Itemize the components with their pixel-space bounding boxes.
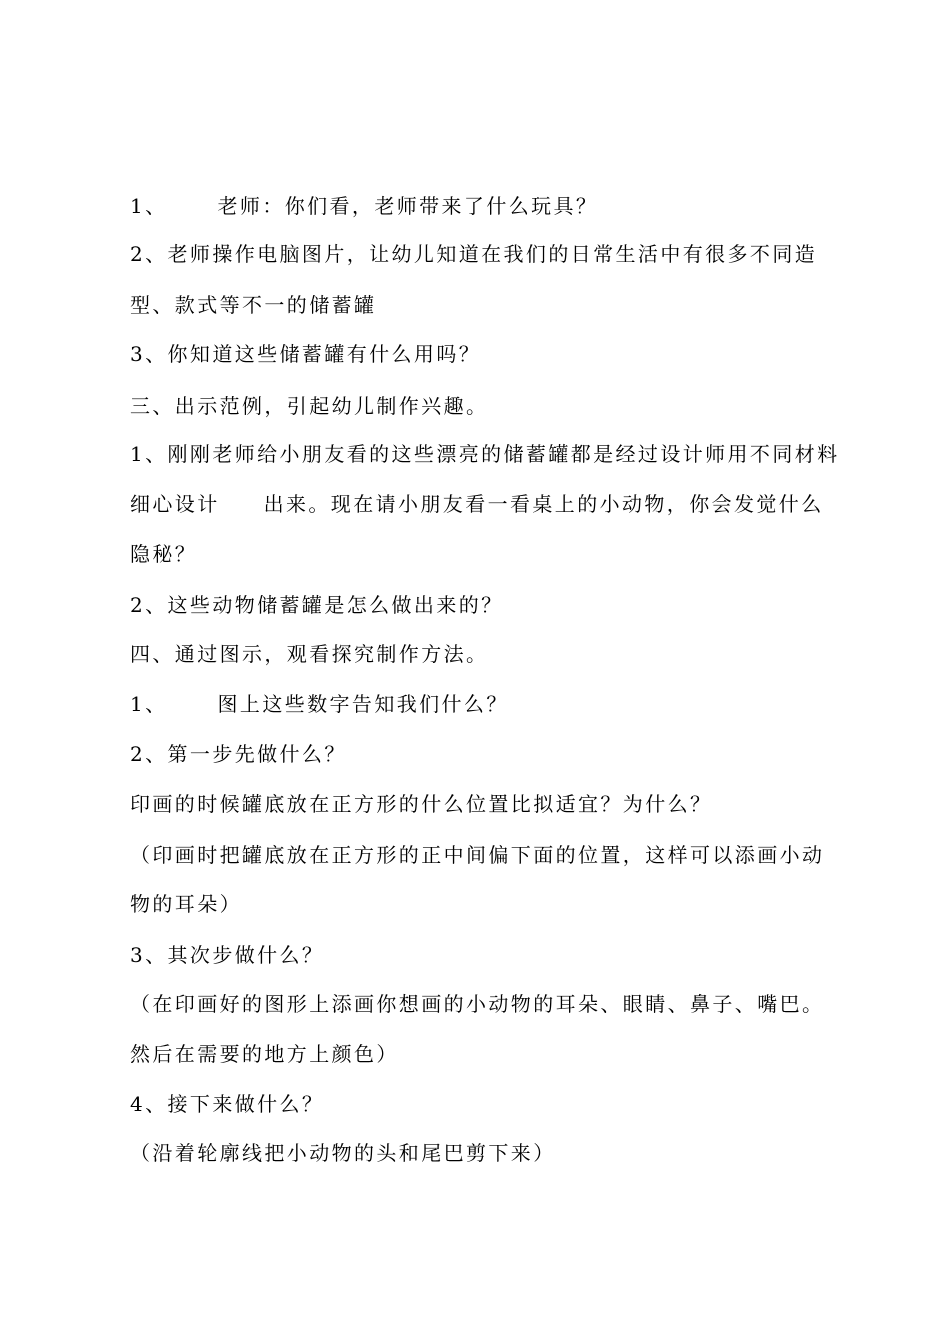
text-line-15: 物的耳朵） (130, 892, 242, 916)
text-line-13: 印画的时候罐底放在正方形的什么位置比拟适宜？为什么？ (130, 792, 713, 816)
text-line-2: 2、老师操作电脑图片，让幼儿知道在我们的日常生活中有很多不同造 (130, 242, 818, 266)
line-7-part-b: 出来。现在请小朋友看一看桌上的小动物，你会发觉什么 (263, 492, 824, 516)
text-line-11 (130, 690, 850, 718)
line-1-number: 1、 (130, 194, 168, 218)
line-1-text: 老师：你们看，老师带来了什么玩具？ (217, 194, 599, 218)
line-11-number: 1、 (130, 692, 168, 716)
text-line-18: 然后在需要的地方上颜色） (130, 1042, 399, 1066)
text-line-1 (130, 192, 850, 220)
text-line-4: 3、你知道这些储蓄罐有什么用吗？ (130, 342, 482, 366)
text-line-20: （沿着轮廓线把小动物的头和尾巴剪下来） (130, 1141, 556, 1165)
text-line-19: 4、接下来做什么？ (130, 1092, 325, 1116)
line-7-part-a: 细心设计 (130, 492, 220, 516)
text-line-6: 1、刚刚老师给小朋友看的这些漂亮的储蓄罐都是经过设计师用不同材料 (130, 442, 840, 466)
line-11-text: 图上这些数字告知我们什么？ (217, 692, 509, 716)
text-line-17: （在印画好的图形上添画你想画的小动物的耳朵、眼睛、鼻子、嘴巴。 (130, 992, 825, 1016)
text-line-3: 型、款式等不一的储蓄罐 (130, 293, 377, 317)
text-line-7 (130, 490, 850, 518)
text-line-16: 3、其次步做什么？ (130, 943, 325, 967)
section-heading-3: 三、出示范例，引起幼儿制作兴趣。 (130, 394, 489, 418)
text-line-12: 2、第一步先做什么？ (130, 742, 347, 766)
text-line-8: 隐秘？ (130, 542, 198, 566)
section-heading-4: 四、通过图示，观看探究制作方法。 (130, 642, 489, 666)
text-line-14: （印画时把罐底放在正方形的正中间偏下面的位置，这样可以添画小动 (130, 843, 825, 867)
text-line-9: 2、这些动物储蓄罐是怎么做出来的？ (130, 593, 504, 617)
